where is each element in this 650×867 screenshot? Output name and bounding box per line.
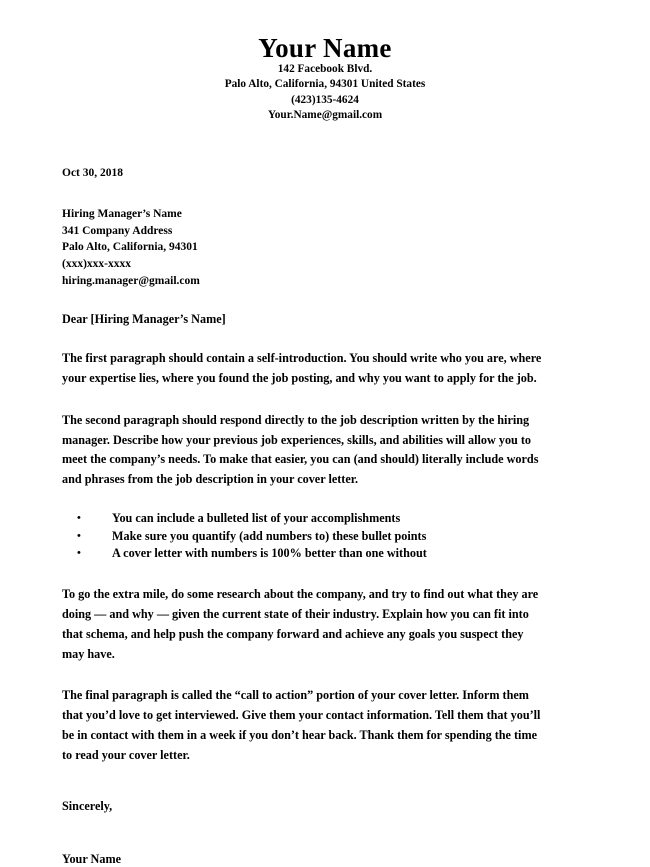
letter-date: Oct 30, 2018 [62,166,124,179]
salutation: Dear [Hiring Manager’s Name] [62,312,226,327]
letterhead [0,0,650,123]
signature-name: Your Name [62,852,122,867]
closing-salutation: Sincerely, [62,799,113,814]
paragraph-second: The second paragraph should respond directly to the job description written by the hiring manager. Describe how your previous job experiences, skills, and abilities will allow you to meet the company’s needs. To make that easier, you can (and should) literally include words and phrases from the job description in your cover letter. [62,412,539,487]
recipient-city-state-zip: Palo Alto, California, 94301 [62,241,198,254]
paragraph-call-to-action: The final paragraph is called the “call to action” portion of your cover letter. Inform them that you’d love to get interviewed. Give them your contact information. Tell them that you’ll be in contact with them in a week if you don’t hear back. Thank them for spending the time to read your cover letter. [62,688,541,762]
bullet-icon: • [77,511,81,524]
paragraph-research: To go the extra mile, do some research about the company, and try to find out what they are doing — and why — given the current state of their industry. Explain how you can fit into that schema, and help push the company forward and achieve any goals you suspect they may have. [62,587,539,661]
list-item [77,528,557,546]
list-item-label: You can include a bulleted list of your accomplishments [112,510,401,525]
recipient-address: 341 Company Address [62,224,173,237]
letterhead-address-line-2: Palo Alto, California, 94301 United States [224,78,426,91]
paragraph-first: The first paragraph should contain a self-introduction. You should write who you are, where your expertise lies, where you found the job posting, and why you want to apply for the job. [62,351,542,385]
letter-body [0,167,650,867]
list-item [77,510,557,528]
letterhead-address-line-1: 142 Facebook Blvd. [277,63,373,76]
recipient-name: Hiring Manager’s Name [62,207,182,220]
list-item-label: A cover letter with numbers is 100% better than one without [112,546,427,561]
recipient-phone: (xxx)xxx-xxxx [62,257,131,270]
list-item-label: Make sure you quantify (add numbers to) these bullet points [112,528,427,543]
letterhead-name: Your Name [258,33,392,63]
recipient-block [62,206,588,289]
accomplishments-bullet-list [62,510,557,563]
letterhead-phone: (423)135-4624 [291,93,359,106]
bullet-icon: • [77,547,81,560]
letterhead-email: Your.Name@gmail.com [267,108,383,121]
bullet-icon: • [77,529,81,542]
list-item [77,545,557,563]
recipient-email: hiring.manager@gmail.com [62,274,200,287]
